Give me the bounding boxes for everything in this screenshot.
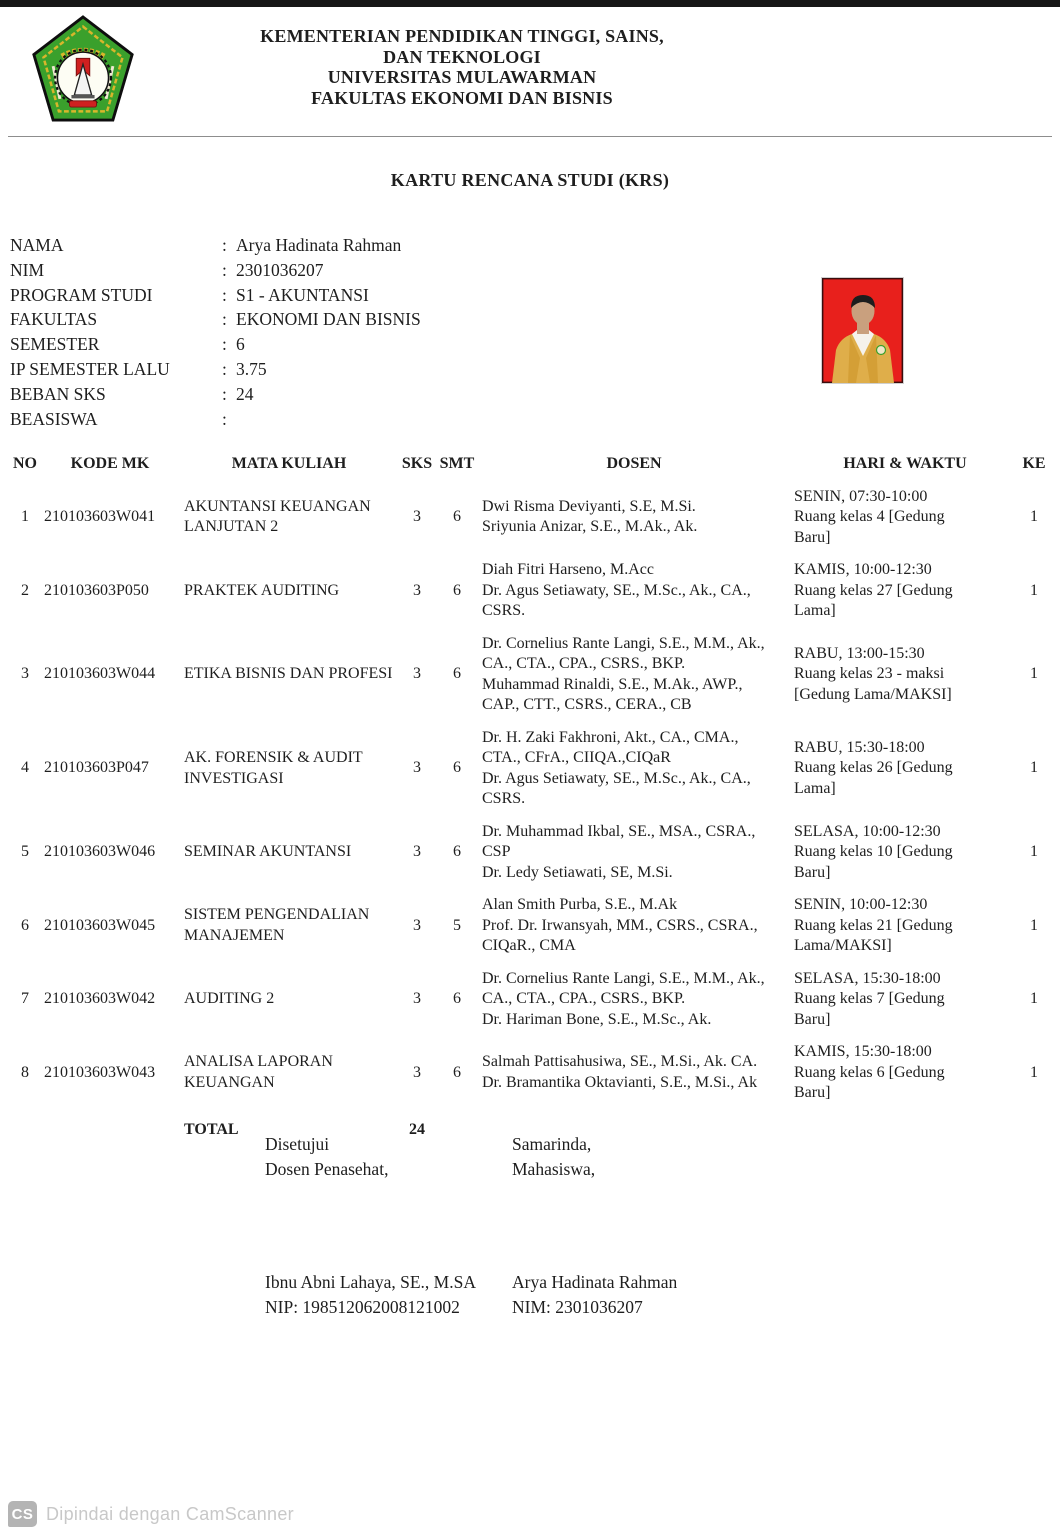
advisor-nip: NIP: 198512062008121002 [265, 1297, 460, 1317]
course-row [10, 481, 1048, 555]
course-ke: 1 [1030, 581, 1038, 599]
student-info-value: 2301036207 [236, 259, 324, 280]
course-dosen [478, 816, 790, 890]
course-smt: 6 [453, 508, 461, 525]
course-sks: 3 [413, 508, 421, 525]
course-sks: 3 [413, 916, 421, 934]
column-header: SKS [401, 455, 433, 472]
course-no: 4 [21, 759, 29, 777]
course-code: 210103603P050 [44, 581, 149, 599]
dosen-line: Dr. Agus Setiawaty, SE., M.Sc., Ak., CA., CSRS. [482, 581, 751, 619]
student-info-colon: : [222, 259, 227, 280]
course-ke: 1 [1030, 1063, 1038, 1081]
course-schedule [790, 554, 1020, 628]
column-header: HARI & WAKTU [843, 455, 967, 472]
course-sks: 3 [413, 581, 421, 599]
course-ke: 1 [1030, 759, 1038, 777]
course-dosen [478, 722, 790, 816]
course-name: AK. FORENSIK & AUDIT INVESTIGASI [184, 749, 363, 787]
student-info-colon: : [222, 383, 227, 404]
dosen-line: Sriyunia Anizar, S.E., M.Ak., Ak. [482, 518, 698, 536]
course-code: 210103603W045 [44, 916, 156, 934]
student-info-colon: : [222, 334, 227, 355]
dosen-line: Alan Smith Purba, S.E., M.Ak [482, 896, 678, 913]
course-ke: 1 [1030, 990, 1038, 1007]
dosen-line: Diah Fitri Harseno, M.Acc [482, 561, 654, 578]
signature-student [512, 1132, 677, 1320]
course-table-head-row [10, 452, 1048, 481]
course-smt: 6 [453, 759, 461, 777]
schedule-line: Ruang kelas 6 [Gedung Baru] [794, 1063, 945, 1101]
column-header: NO [13, 455, 37, 472]
course-row [10, 554, 1048, 628]
schedule-line: RABU, 15:30-18:00 [794, 738, 925, 756]
course-dosen [478, 628, 790, 722]
dosen-line: Dr. Agus Setiawaty, SE., M.Sc., Ak., CA., CSRS. [482, 769, 751, 807]
course-dosen [478, 1036, 790, 1110]
schedule-line: SENIN, 10:00-12:30 [794, 896, 928, 913]
schedule-line: Ruang kelas 7 [Gedung Baru] [794, 990, 945, 1028]
dosen-line: Dr. H. Zaki Fakhroni, Akt., CA., CMA., CTA., CFrA., CIIQA.,CIQaR [482, 728, 739, 766]
document-title: KARTU RENCANA STUDI (KRS) [390, 170, 670, 190]
course-smt: 6 [453, 581, 461, 599]
course-schedule [790, 722, 1020, 816]
column-header: KE [1022, 455, 1046, 472]
dosen-line: Dwi Risma Deviyanti, S.E, M.Si. [482, 497, 696, 515]
signature-advisor [265, 1132, 476, 1320]
student-info-value: EKONOMI DAN BISNIS [236, 309, 421, 330]
student-info-row [10, 258, 421, 283]
student-info-colon: : [222, 358, 227, 379]
student-info [10, 233, 421, 431]
signature-student-line1: Samarinda, [512, 1134, 592, 1154]
total-sks-value: 24 [409, 1120, 425, 1138]
header-divider [8, 136, 1052, 137]
student-info-row [10, 357, 421, 382]
student-info-label: BEASISWA [10, 408, 98, 429]
letterhead [132, 26, 792, 108]
course-no: 2 [21, 581, 29, 599]
schedule-line: Ruang kelas 10 [Gedung Baru] [794, 843, 953, 881]
schedule-line: SENIN, 07:30-10:00 [794, 487, 928, 505]
course-no: 3 [21, 665, 29, 683]
scan-edge-bar [0, 0, 1060, 7]
student-info-colon: : [222, 309, 227, 330]
student-photo [822, 278, 903, 383]
signature-student-line2: Mahasiswa, [512, 1159, 596, 1179]
course-smt: 6 [453, 990, 461, 1007]
schedule-line: Ruang kelas 21 [Gedung Lama/MAKSI] [794, 916, 953, 954]
course-sks: 3 [413, 990, 421, 1007]
course-code: 210103603W043 [44, 1063, 156, 1081]
schedule-line: Ruang kelas 23 - maksi [Gedung Lama/MAKSI] [794, 665, 952, 703]
student-info-label: SEMESTER [10, 334, 100, 355]
advisor-name: Ibnu Abni Lahaya, SE., M.SA [265, 1272, 476, 1292]
student-info-colon: : [222, 284, 227, 305]
letterhead-line: FAKULTAS EKONOMI DAN BISNIS [311, 87, 613, 108]
course-ke: 1 [1030, 843, 1038, 860]
dosen-line: Dr. Cornelius Rante Langi, S.E., M.M., Ak., CA., CTA., CPA., CSRS., BKP. [482, 969, 765, 1007]
dosen-line: Dr. Cornelius Rante Langi, S.E., M.M., Ak., CA., CTA., CPA., CSRS., BKP. [482, 634, 765, 672]
letterhead-line: UNIVERSITAS MULAWARMAN [327, 67, 597, 87]
student-info-value: 6 [236, 334, 245, 355]
column-header: KODE MK [70, 455, 150, 472]
schedule-line: KAMIS, 15:30-18:00 [794, 1043, 932, 1060]
schedule-line: Ruang kelas 4 [Gedung Baru] [794, 508, 945, 546]
camscanner-footer [8, 1501, 294, 1527]
dosen-line: Dr. Ledy Setiawati, SE, M.Si. [482, 863, 673, 881]
course-ke: 1 [1030, 508, 1038, 525]
course-smt: 6 [453, 665, 461, 683]
course-smt: 6 [453, 1063, 461, 1081]
course-schedule [790, 481, 1020, 555]
course-dosen [478, 481, 790, 555]
student-info-row [10, 307, 421, 332]
camscanner-icon: CS [8, 1501, 37, 1527]
schedule-line: Ruang kelas 27 [Gedung Lama] [794, 581, 953, 619]
student-info-label: NIM [10, 259, 45, 280]
student-info-row [10, 283, 421, 308]
course-dosen [478, 554, 790, 628]
student-info-label: PROGRAM STUDI [10, 284, 153, 305]
course-row [10, 628, 1048, 722]
course-row [10, 816, 1048, 890]
course-name: SEMINAR AKUNTANSI [184, 843, 352, 860]
course-ke: 1 [1030, 916, 1038, 934]
letterhead-line: KEMENTERIAN PENDIDIKAN TINGGI, SAINS, [260, 26, 664, 46]
course-no: 6 [21, 916, 29, 934]
course-dosen [478, 889, 790, 963]
course-no: 7 [21, 990, 29, 1007]
dosen-line: Prof. Dr. Irwansyah, MM., CSRS., CSRA., CIQaR., CMA [482, 916, 758, 954]
student-name: Arya Hadinata Rahman [512, 1272, 678, 1292]
schedule-line: SELASA, 10:00-12:30 [794, 822, 941, 840]
letterhead-line: DAN TEKNOLOGI [383, 46, 541, 67]
student-info-value: 3.75 [236, 358, 267, 379]
dosen-line: Muhammad Rinaldi, S.E., M.Ak., AWP., CAP., CTT., CSRS., CERA., CB [482, 675, 743, 713]
course-code: 210103603W046 [44, 843, 156, 860]
university-logo-icon [30, 12, 136, 126]
student-info-label: NAMA [10, 235, 64, 255]
student-info-row [10, 407, 421, 432]
student-info-colon: : [222, 408, 227, 429]
student-info-label: BEBAN SKS [10, 383, 106, 404]
course-name: PRAKTEK AUDITING [184, 581, 340, 599]
course-code: 210103603W042 [44, 990, 156, 1007]
course-no: 1 [21, 508, 29, 525]
course-sks: 3 [413, 665, 421, 683]
course-no: 5 [21, 843, 29, 860]
course-name: SISTEM PENGENDALIAN MANAJEMEN [184, 906, 370, 944]
student-nim: NIM: 2301036207 [512, 1297, 643, 1317]
course-sks: 3 [413, 759, 421, 777]
schedule-line: SELASA, 15:30-18:00 [794, 969, 941, 987]
signature-advisor-line2: Dosen Penasehat, [265, 1159, 389, 1179]
signature-advisor-line1: Disetujui [265, 1134, 330, 1154]
student-info-row [10, 382, 421, 407]
course-row [10, 722, 1048, 816]
column-header: DOSEN [606, 455, 662, 472]
dosen-line: Dr. Bramantika Oktavianti, S.E., M.Si., Ak [482, 1073, 758, 1091]
course-schedule [790, 889, 1020, 963]
course-name: ETIKA BISNIS DAN PROFESI [184, 665, 393, 683]
dosen-line: Salmah Pattisahusiwa, SE., M.Si., Ak. CA. [482, 1053, 758, 1071]
course-name: AUDITING 2 [184, 990, 275, 1007]
course-sks: 3 [413, 843, 421, 860]
schedule-line: KAMIS, 10:00-12:30 [794, 561, 932, 578]
course-code: 210103603P047 [44, 759, 149, 777]
course-row [10, 963, 1048, 1037]
student-info-value: 24 [236, 383, 254, 404]
course-no: 8 [21, 1063, 29, 1081]
course-table-body [10, 481, 1048, 1110]
dosen-line: Dr. Muhammad Ikbal, SE., MSA., CSRA., CSP [482, 822, 756, 860]
dosen-line: Dr. Hariman Bone, S.E., M.Sc., Ak. [482, 1010, 712, 1028]
total-label: TOTAL [184, 1120, 239, 1138]
student-info-label: FAKULTAS [10, 309, 98, 330]
course-row [10, 1036, 1048, 1110]
student-info-value: Arya Hadinata Rahman [236, 235, 402, 255]
course-dosen [478, 963, 790, 1037]
student-info-row [10, 233, 421, 258]
course-table [10, 452, 1048, 1146]
schedule-line: Ruang kelas 26 [Gedung Lama] [794, 759, 953, 797]
student-info-label: IP SEMESTER LALU [10, 358, 170, 379]
course-name: ANALISA LAPORAN KEUANGAN [184, 1053, 333, 1091]
course-schedule [790, 1036, 1020, 1110]
course-code: 210103603W044 [44, 665, 156, 683]
course-name: AKUNTANSI KEUANGAN LANJUTAN 2 [184, 497, 371, 536]
student-info-colon: : [222, 235, 227, 255]
course-code: 210103603W041 [44, 508, 156, 525]
course-smt: 6 [453, 843, 461, 860]
course-schedule [790, 816, 1020, 890]
course-schedule [790, 963, 1020, 1037]
course-ke: 1 [1030, 665, 1038, 683]
schedule-line: RABU, 13:00-15:30 [794, 644, 925, 662]
student-info-value: S1 - AKUNTANSI [236, 284, 369, 305]
course-smt: 5 [453, 916, 461, 934]
course-row [10, 889, 1048, 963]
column-header: MATA KULIAH [231, 455, 347, 472]
camscanner-text: Dipindai dengan CamScanner [46, 1503, 294, 1524]
course-sks: 3 [413, 1063, 421, 1081]
course-schedule [790, 628, 1020, 722]
column-header: SMT [439, 455, 475, 472]
student-info-row [10, 332, 421, 357]
